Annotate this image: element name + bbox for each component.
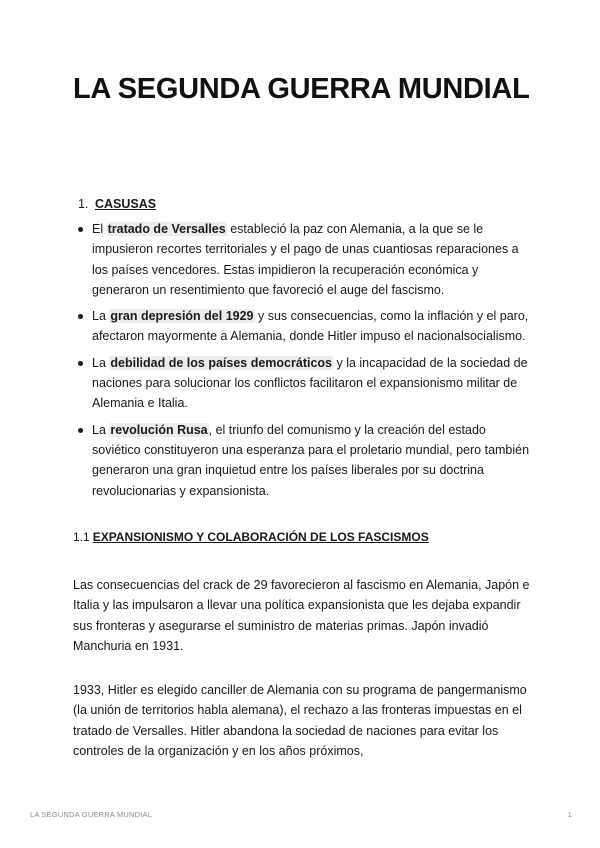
footer-title: LA SEGUNDA GUERRA MUNDIAL bbox=[30, 810, 153, 819]
page-title: LA SEGUNDA GUERRA MUNDIAL bbox=[73, 73, 530, 105]
highlight-term: gran depresión del 1929 bbox=[110, 309, 254, 324]
list-item-text: , el triunfo del comunismo y la creación del estado soviético constituyeron una esperanza para el proletario mundial, pero también generaron una gran inquietud entre los países liberales por su doctrina revolucionarias y expansionista. bbox=[92, 422, 530, 498]
paragraph: 1933, Hitler es elegido canciller de Alemania con su programa de pangermanismo (la unión de territorios habla alemana), el rechazo a las fronteras impuestas en el tratado de Versalles. Hitler abandona la sociedad de naciones para evitar los controles de la organización y en los años próximos, bbox=[73, 683, 527, 758]
paragraph: Las consecuencias del crack de 29 favorecieron al fascismo en Alemania, Japón e Italia y las impulsaron a llevar una política expansionista que les dejaba expandir sus fronteras y asegurarse el suministro de materias primas. Japón invadió Manchuria en 1931. bbox=[73, 578, 530, 653]
list-item-text: estableció la paz con Alemania, a la que se le impusieron recortes territoriales y el pago de unas cuantiosas reparaciones a los países vencedores. Estas impidieron la recuperación económica y generaron un resentimiento que favoreció el auge del fascismo. bbox=[92, 222, 519, 297]
causes-list bbox=[76, 219, 531, 507]
section-heading bbox=[78, 196, 156, 212]
highlight-term: tratado de Versalles bbox=[107, 222, 226, 236]
list-item bbox=[76, 219, 531, 300]
list-item-prefix: El bbox=[92, 222, 107, 236]
page-number: 1 bbox=[567, 810, 572, 819]
section-label: CASUSAS bbox=[95, 197, 157, 211]
subsection-number: 1.1 bbox=[73, 530, 90, 544]
list-item-text: y sus consecuencias, como la inflación y el paro, afectaron mayormente a Alemania, donde Hitler impuso el nacionalsocialismo. bbox=[92, 309, 529, 344]
highlight-term: revolución Rusa bbox=[110, 422, 208, 437]
list-item-prefix: La bbox=[92, 355, 110, 370]
subsection-label: EXPANSIONISMO Y COLABORACIÓN DE LOS FASCISMOS bbox=[92, 530, 429, 544]
list-item-prefix: La bbox=[92, 422, 110, 437]
subsection-heading bbox=[73, 529, 429, 545]
list-item bbox=[76, 306, 531, 347]
list-item-text: y la incapacidad de la sociedad de naciones para solucionar los conflictos facilitaron el expansionismo militar de Alemania e Italia. bbox=[92, 355, 528, 411]
list-item bbox=[76, 420, 531, 501]
highlight-term: debilidad de los países democráticos bbox=[110, 355, 332, 370]
section-number: 1. bbox=[78, 197, 89, 211]
list-item-prefix: La bbox=[92, 309, 110, 324]
list-item bbox=[76, 353, 531, 414]
